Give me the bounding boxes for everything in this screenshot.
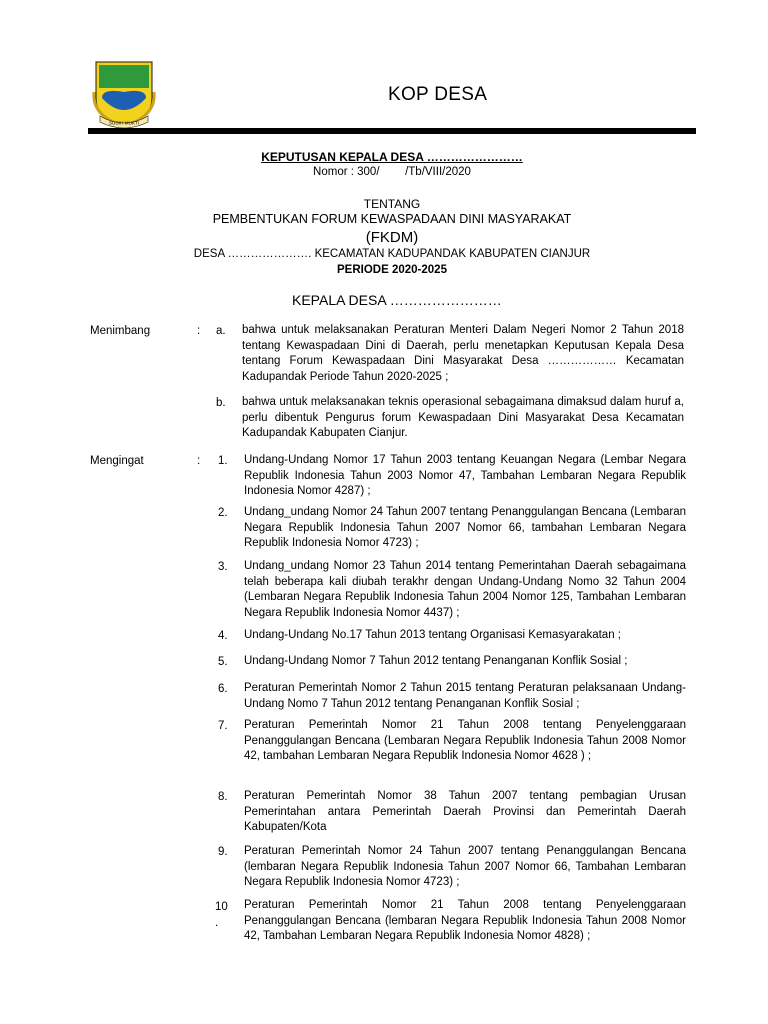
mengingat-marker: 6. bbox=[218, 683, 228, 695]
mengingat-item: Undang_undang Nomor 23 Tahun 2014 tentang Pemerintahan Daerah sebagaimana telah beberapa kali diubah terakhr dengan Undang-Undang Nomo 32 Tahun 2004 (Lembaran Negara Republik Indonesia Tahun 2004 Nomor 125, Tambahan Lembaran Negara Republik Indonesia Nomor 4437) ; bbox=[244, 560, 686, 619]
mengingat-marker: 5. bbox=[218, 656, 228, 668]
mengingat-marker: 2. bbox=[218, 507, 228, 519]
mengingat-marker: 1. bbox=[218, 455, 228, 467]
mengingat-marker: 9. bbox=[218, 846, 228, 858]
decree-number: Nomor : 300/ /Tb/VIII/2020 bbox=[313, 166, 471, 178]
menimbang-item: bahwa untuk melaksanakan Peraturan Menteri Dalam Negeri Nomor 2 Tahun 2018 tentang Kewaspadaan Dini di Daerah, perlu menetapkan Keputusan Kepala Desa tentang Forum Kewaspadaan Dini Masyarakat Desa ……………… Kecamatan Kadupandak Periode Tahun 2020-2025 ; bbox=[242, 324, 684, 383]
period-heading: PERIODE 2020-2025 bbox=[337, 264, 447, 276]
village-emblem-icon bbox=[88, 58, 160, 130]
mengingat-marker: 8. bbox=[218, 791, 228, 803]
mengingat-item: Peraturan Pemerintah Nomor 38 Tahun 2007 tentang pembagian Urusan Pemerintahan antara Pemerintah Daerah Provinsi dan Pemerintah Daerah Kabupaten/Kota bbox=[244, 790, 686, 833]
letterhead-title: KOP DESA bbox=[388, 84, 488, 105]
acronym-heading: (FKDM) bbox=[365, 229, 419, 246]
mengingat-item: Peraturan Pemerintah Nomor 21 Tahun 2008 tentang Penyelenggaraan Penanggulangan Bencana (Lembaran Negara Republik Indonesia Tahun 2008 Nomor 42, tambahan Lembaran Negara Republik Indonesia Nomor 4628 ) ; bbox=[244, 719, 686, 762]
menimbang-marker: a. bbox=[216, 325, 226, 337]
mengingat-item: Peraturan Pemerintah Nomor 21 Tahun 2008 tentang Penyelenggaraan Penanggulangan Bencana (lembaran Negara Republik Indonesia Tahun 2008 Nomor 42, Tambahan Lembaran Negara Republik Indonesia Nomor 4828) ; bbox=[244, 899, 686, 942]
location-heading: DESA …………………. KECAMATAN KADUPANDAK KABUPATEN CIANJUR bbox=[193, 248, 591, 260]
decree-title: KEPUTUSAN KEPALA DESA …………………… bbox=[261, 150, 523, 164]
about-heading: TENTANG bbox=[363, 197, 421, 211]
mengingat-marker: 3. bbox=[218, 561, 228, 573]
mengingat-marker: 7. bbox=[218, 720, 228, 732]
mengingat-item: Undang_undang Nomor 24 Tahun 2007 tentang Penanggulangan Bencana (Lembaran Negara Republik Indonesia Tahun 2007 Nomor 66, tambahan Lembaran Negara Republik Indonesia Nomor 4723) ; bbox=[244, 506, 686, 549]
mengingat-item: Undang-Undang No.17 Tahun 2013 tentang Organisasi Kemasyarakatan ; bbox=[244, 629, 621, 641]
mengingat-item: Peraturan Pemerintah Nomor 24 Tahun 2007 tentang Penanggulangan Bencana (lembaran Negara Republik Indonesia Tahun 2007 Nomor 66, Tambahan Lembaran Negara Republik Indonesia Nomor 4723) ; bbox=[244, 845, 686, 888]
mengingat-item: Undang-Undang Nomor 17 Tahun 2003 tentang Keuangan Negara (Lembar Negara Republik Indonesia Tahun 2003 Nomor 47, Tambahan Lembaran Negara Republik Indonesia Nomor 4287) ; bbox=[244, 454, 686, 497]
mengingat-item: Peraturan Pemerintah Nomor 2 Tahun 2015 tentang Peraturan pelaksanaan Undang-Undang Nomo 7 Tahun 2012 tentang Penanganan Konflik Sosial ; bbox=[244, 682, 686, 710]
mengingat-marker: 4. bbox=[218, 630, 228, 642]
mengingat-label: Mengingat bbox=[90, 455, 144, 467]
menimbang-colon: : bbox=[197, 325, 201, 337]
menimbang-item: bahwa untuk melaksanakan teknis operasional sebagaimana dimaksud dalam huruf a, perlu dibentuk Pengurus forum Kewaspadaan Dini Masyarakat Desa Kecamatan Kadupandak Kabupaten Cianjur. bbox=[242, 396, 684, 439]
menimbang-marker: b. bbox=[216, 397, 226, 409]
letterhead-rule bbox=[88, 128, 696, 134]
emblem-motto: SUGIH MUKTI bbox=[108, 120, 140, 126]
mengingat-colon: : bbox=[197, 455, 201, 467]
mengingat-marker: 10. bbox=[215, 901, 228, 929]
menimbang-label: Menimbang bbox=[90, 325, 151, 337]
mengingat-item: Undang-Undang Nomor 7 Tahun 2012 tentang Penanganan Konflik Sosial ; bbox=[244, 655, 628, 667]
issuer-heading: KEPALA DESA …………………… bbox=[292, 292, 502, 308]
subject-heading: PEMBENTUKAN FORUM KEWASPADAAN DINI MASYARAKAT bbox=[212, 212, 572, 226]
